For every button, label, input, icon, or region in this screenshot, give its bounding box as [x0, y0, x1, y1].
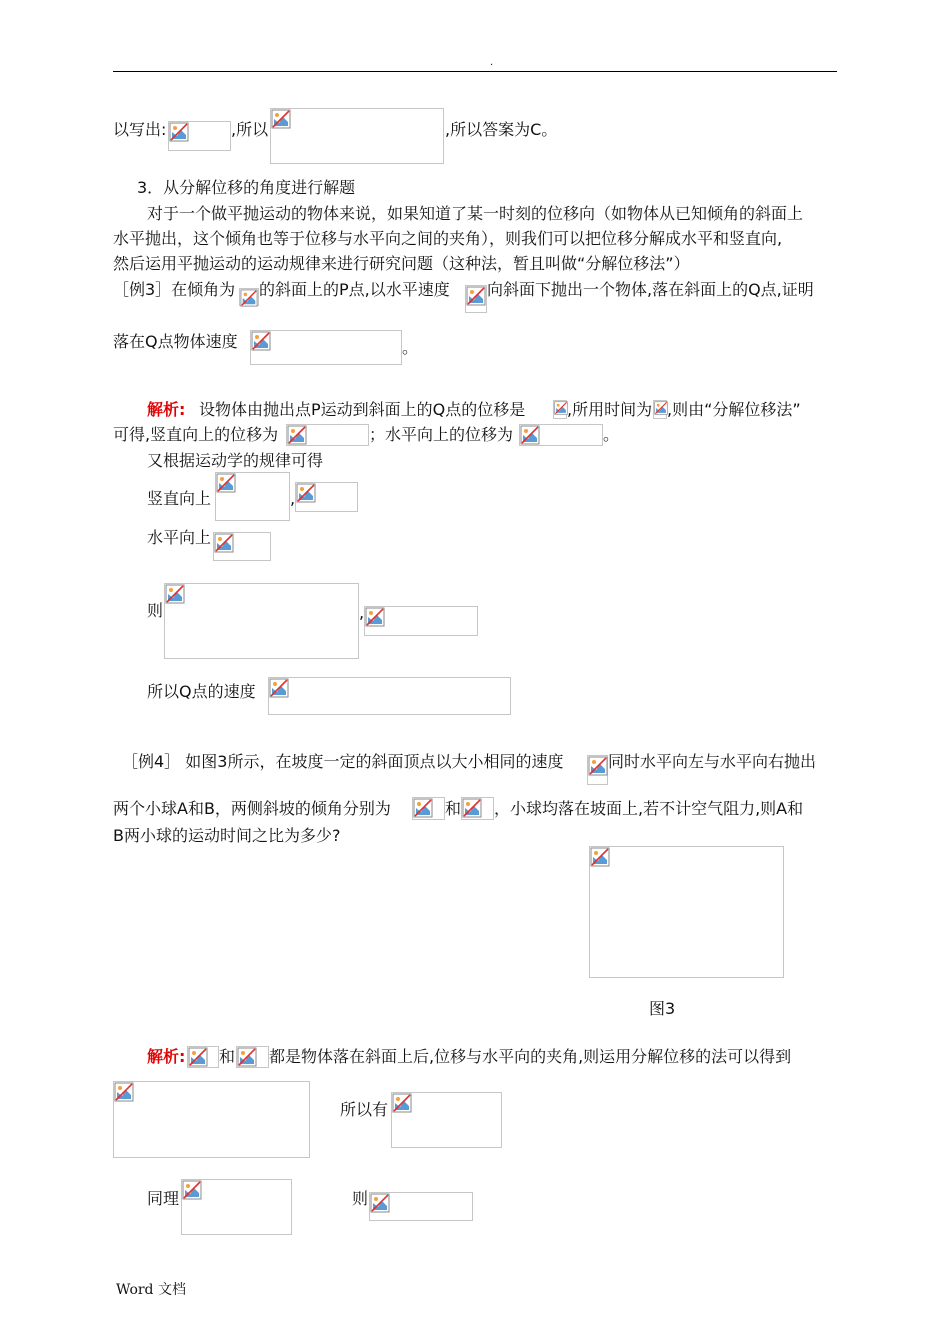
example-3-text: 。: [402, 338, 419, 357]
broken-image-icon: [392, 1093, 412, 1113]
broken-image-icon: [520, 425, 540, 445]
figure-3-image-icon: [589, 846, 784, 978]
formula-image-icon: [250, 330, 402, 365]
formula-image-icon: [465, 285, 487, 313]
formula-image-icon: [519, 424, 603, 446]
paragraph-line: 水平抛出，这个倾角也等于位移与水平向之间的夹角），则我们可以把位移分解成水平和竖直向,: [113, 229, 783, 248]
formula-image-icon: [215, 472, 290, 521]
broken-image-icon: [240, 289, 258, 307]
solution-text: ,则由“分解位移法”: [667, 400, 801, 419]
solution-text: ,所用时间为: [567, 400, 653, 419]
footer-text: Word 文档: [116, 1282, 186, 1298]
broken-image-icon: [365, 607, 385, 627]
solution-text: 水平向上: [147, 528, 212, 547]
solution-text: 和: [219, 1047, 236, 1066]
broken-image-icon: [188, 1047, 208, 1067]
formula-image-icon: [369, 1192, 473, 1221]
example-4-text: B两小球的运动时间之比为多少?: [113, 826, 341, 845]
solution-text: 则: [147, 601, 164, 620]
broken-image-icon: [462, 798, 482, 818]
broken-image-icon: [588, 756, 608, 776]
formula-image-icon: [168, 121, 231, 151]
broken-image-icon: [251, 331, 271, 351]
broken-image-icon: [590, 847, 610, 867]
broken-image-icon: [114, 1082, 134, 1102]
example-3-text: 向斜面下抛出一个物体,落在斜面上的Q点,证明: [487, 280, 814, 299]
broken-image-icon: [554, 401, 568, 415]
example-3-text: 落在Q点物体速度: [113, 332, 238, 351]
broken-image-icon: [216, 473, 236, 493]
formula-image-icon: [364, 606, 478, 636]
formula-image-icon: [391, 1092, 502, 1148]
solution-text: 。: [603, 425, 620, 444]
formula-image-icon: [270, 108, 444, 164]
formula-image-icon: [213, 532, 271, 561]
broken-image-icon: [271, 109, 291, 129]
example-3-text: 的斜面上的P点,以水平速度: [259, 280, 450, 299]
example-4-text: ，小球均落在坡面上,若不计空气阻力,则A和: [494, 799, 804, 818]
formula-image-icon: [268, 677, 511, 715]
broken-image-icon: [287, 425, 307, 445]
paragraph-line: 对于一个做平抛运动的物体来说，如果知道了某一时刻的位移向（如物体从已知倾角的斜面上: [147, 204, 804, 223]
header-marker: .: [490, 57, 494, 68]
solution-text: ,: [359, 603, 365, 622]
example-4-text: 和: [445, 799, 462, 818]
broken-image-icon: [370, 1193, 390, 1213]
formula-image-icon: [461, 797, 494, 820]
solution-text: 都是物体落在斜面上后,位移与水平向的夹角,则运用分解位移的法可以得到: [269, 1047, 792, 1066]
broken-image-icon: [413, 798, 433, 818]
solution-text: 设物体由抛出点P运动到斜面上的Q点的位移是: [199, 400, 526, 419]
broken-image-icon: [169, 122, 189, 142]
solution-text: ；水平向上的位移为: [369, 425, 514, 444]
broken-image-icon: [654, 401, 668, 415]
formula-image-icon: [113, 1081, 310, 1158]
example-3-text: ［例3］在倾角为: [113, 280, 236, 299]
text-l1-c: ,所以答案为C。: [445, 120, 558, 139]
formula-image-icon: [236, 1046, 269, 1068]
solution-text: 又根据运动学的规律可得: [147, 451, 324, 470]
broken-image-icon: [296, 483, 316, 503]
text-l1-a: 以写出:: [113, 120, 167, 139]
solution-text: 则: [352, 1189, 369, 1208]
solution-text: 竖直向上: [147, 489, 212, 508]
solution-text: 同理: [147, 1189, 180, 1208]
solution-text: 可得,竖直向上的位移为: [113, 425, 279, 444]
formula-image-icon: [164, 583, 359, 659]
example-4-text: ［例4］ 如图3所示，在坡度一定的斜面顶点以大小相同的速度: [122, 752, 564, 771]
solution-text: ,: [290, 489, 296, 508]
solution-label: 解析:: [147, 400, 186, 419]
broken-image-icon: [165, 584, 185, 604]
formula-image-icon: [295, 482, 358, 512]
formula-image-icon: [587, 755, 608, 785]
formula-image-icon: [187, 1046, 219, 1068]
formula-image-icon: [653, 400, 667, 419]
formula-image-icon: [286, 424, 369, 446]
broken-image-icon: [237, 1047, 257, 1067]
figure-caption: 图3: [649, 999, 676, 1018]
text-l1-b: ,所以: [231, 120, 269, 139]
section-title: 3．从分解位移的角度进行解题: [137, 178, 356, 197]
formula-image-icon: [181, 1179, 292, 1235]
solution-label: 解析:: [147, 1047, 186, 1066]
solution-text: 所以有: [340, 1100, 389, 1119]
solution-text: 所以Q点的速度: [147, 682, 256, 701]
formula-image-icon: [239, 288, 259, 306]
paragraph-line: 然后运用平抛运动的运动规律来进行研究问题（这种法，暂且叫做“分解位移法”）: [113, 254, 690, 273]
example-4-text: 同时水平向左与水平向右抛出: [608, 752, 817, 771]
formula-image-icon: [553, 400, 567, 419]
broken-image-icon: [182, 1180, 202, 1200]
broken-image-icon: [269, 678, 289, 698]
header-rule: [113, 71, 837, 72]
broken-image-icon: [466, 286, 486, 306]
formula-image-icon: [412, 797, 445, 820]
broken-image-icon: [214, 533, 234, 553]
example-4-text: 两个小球A和B，两侧斜坡的倾角分别为: [113, 799, 391, 818]
